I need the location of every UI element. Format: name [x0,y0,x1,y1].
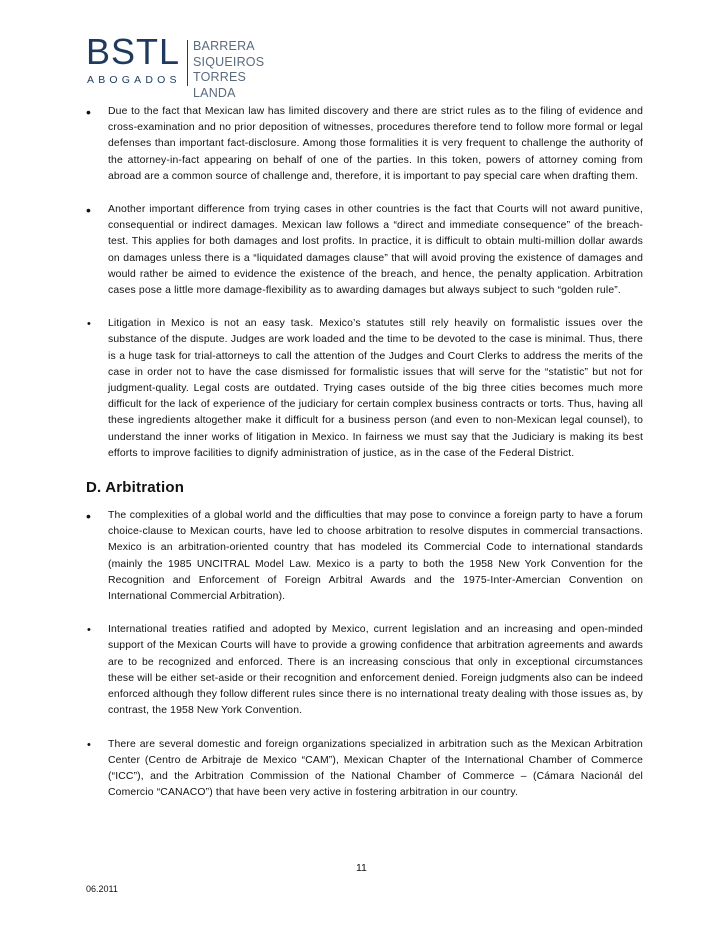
bullet-marker: • [86,508,91,525]
logo-divider [187,40,188,86]
paragraph: There are several domestic and foreign organizations specialized in arbitration such as the Mexican Arbitration Center (Centro de Arbitraje de Mexico “CAM”), Mexican Chapter of the International Chamber of Commerce (“ICC”), and the Arbitration Commission of the National Chamber of Commerce – (Cámara Nacionál del Comercio “CANACO”) that have been very active in fostering arbitration in our country. [108,738,643,799]
paragraph: Litigation in Mexico is not an easy task. Mexico’s statutes still rely heavily on formalistic issues over the substance of the dispute. Judges are work loaded and the time to be devoted to the case is minimal. Thus, there is a huge task for trial-attorneys to call the attention of the Judges and Court Clerks to address the merits of the case in order not to have the case dismissed for formalistic issues that will serve for the “statistic” but not for judgment-quality. Legal costs are outdated. Trying cases outside of the big three cities becomes much more difficult for the lack of experience of the judiciary for certain complex business contracts or torts. Thus, having all these ingredients altogether make it difficult for a business person (and even to non-Mexican legal counsel), to understand the inner works of litigation in Mexico. In fairness we must say that the Judiciary is making its best efforts to improve facilities to dignify administration of justice, as in the case of the Federal District. [108,318,643,459]
bullet-item [86,508,643,605]
bullet-marker: • [86,202,91,219]
bullet-item [86,104,643,185]
partner-barrera: BARRERA [193,39,255,53]
paragraph: The complexities of a global world and the difficulties that may pose to convince a foreign party to have a forum choice-clause to Mexican courts, have led to choose arbitration to resolve disputes in commercial transactions. Mexico is an arbitration-oriented country that has modeled its Commercial Code to international standards (mainly the 1985 UNCITRAL Model Law. Mexico is a party to both the 1958 New York Convention for the Recognition and Enforcement of Foreign Arbitral Awards and the 1975-Inter-Amercian Convention on International Commercial Arbitration). [108,510,643,603]
footer-date: 06.2011 [86,884,118,894]
logo-sub: ABOGADOS [87,74,181,86]
partner-torres-landa: TORRES LANDA [193,70,247,100]
logo-main: BSTL [86,31,181,72]
paragraph: Due to the fact that Mexican law has limited discovery and there are strict rules as to the filing of evidence and cross-examination and no prior deposition of witnesses, procedures therefore tend to follow more formal or legal defenses than important fact-disclosure. Among those formalities it is very frequent to challenge the authority of the attorney-in-fact appearing on behalf of one of the parties. In this token, powers of attorney coming from abroad are a common source of challenge and, therefore, it is important to pay special care when drafting them. [108,106,643,182]
section-heading: D. Arbitration [86,479,185,497]
bullet-marker: • [87,318,91,331]
paragraph: International treaties ratified and adopted by Mexico, current legislation and an increasing and open-minded support of the Mexican Courts will have to provide a growing confidence that arbitration agreements and awards are to be recognized and enforced. There is an increasing conscious that only in exceptional circumstances these will be either set-aside or their recognition and enforcement denied. Foreign judgments also can be indeed enforced although they follow different rules since there is no international treaty dealing with those issues as, by contrast, the 1958 New York Convention. [108,624,643,717]
bullet-marker: • [87,738,91,751]
document-body [86,104,643,818]
bullet-item [86,202,643,299]
logo-partners [193,39,264,101]
partner-siqueiros: SIQUEIROS [193,54,265,69]
bullet-item [86,316,643,462]
bullet-marker: • [87,624,91,637]
bullet-marker: • [86,104,91,120]
page-number: 11 [356,862,367,874]
paragraph: Another important difference from trying cases in other countries is the fact that Courts will not award punitive, consequential or indirect damages. Mexican law follows a “direct and immediate consequence” of the breach-test. This applies for both damages and lost profits. In practice, it is difficult to obtain multi-million dollar awards on damages unless there is a “liquidated damages clause” that will avoid proving the existence of damages and would rather be aimed to evidence the existence of the breach, and hence, the penalty application. Arbitration cases pose a little more damage-flexibility as to awarding damages but always subject to such “golden rule”. [108,204,643,297]
bullet-item [86,622,643,719]
bullet-item [86,737,643,802]
